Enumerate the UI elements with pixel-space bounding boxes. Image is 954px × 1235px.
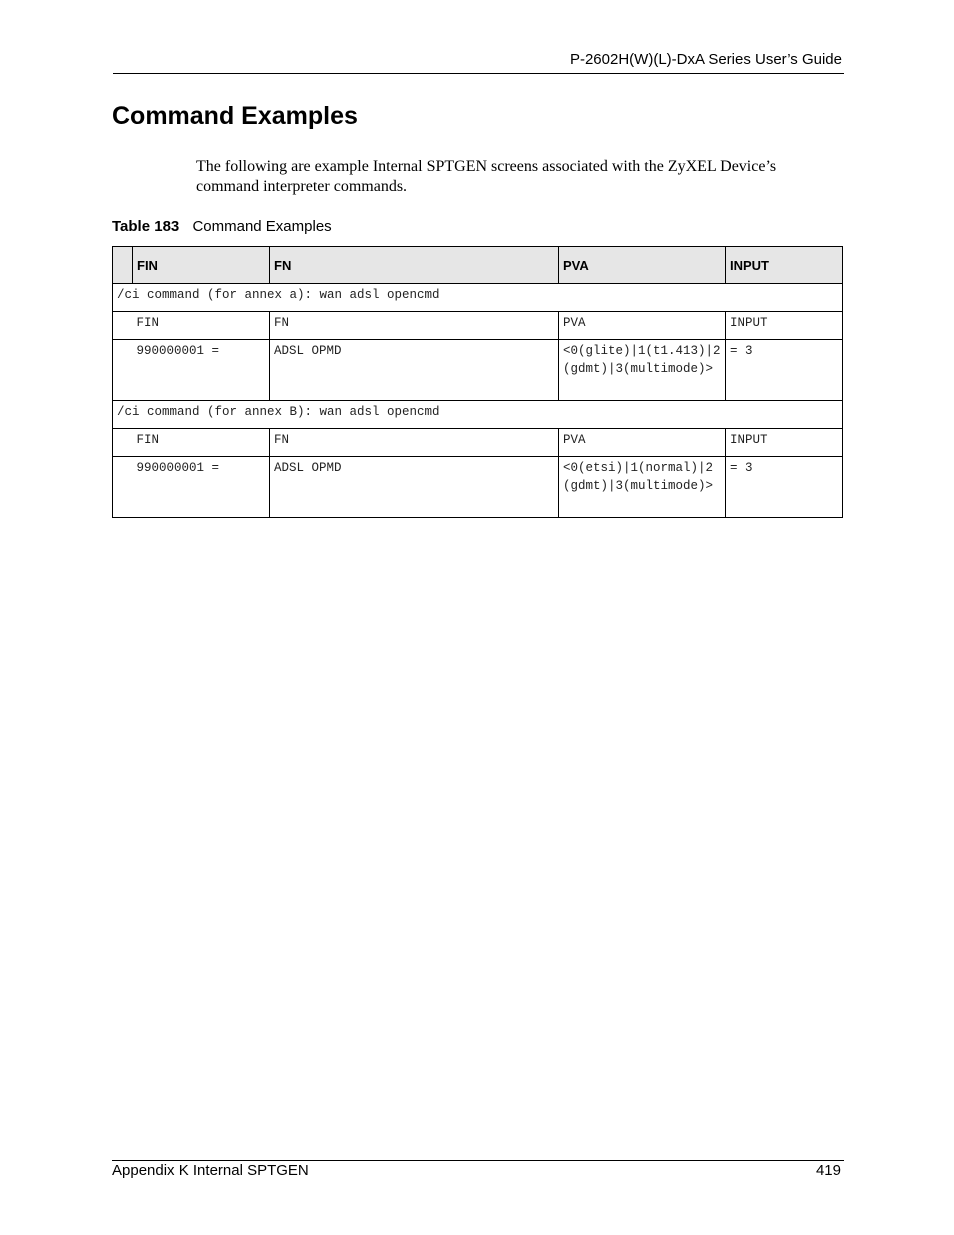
sub-header-input: INPUT (726, 429, 843, 457)
command-row (113, 284, 843, 312)
sub-header-pva: PVA (559, 429, 726, 457)
column-header-fn: FN (270, 247, 559, 284)
sub-header-pva: PVA (559, 312, 726, 340)
column-header-fin: FIN (133, 247, 270, 284)
cell-input: = 3 (726, 457, 843, 518)
table-caption (112, 218, 332, 235)
table-caption-title: Command Examples (192, 218, 332, 235)
sub-header-gutter (113, 429, 133, 457)
intro-paragraph: The following are example Internal SPTGEN screens associated with the ZyXEL Device’s command interpreter commands. (196, 158, 777, 195)
header-rule (113, 73, 844, 74)
cell-pva: <0(glite)|1(t1.413)|2(gdmt)|3(multimode)> (559, 340, 726, 401)
sub-header-row (113, 312, 843, 340)
command-examples-table (112, 246, 843, 518)
cell-input: = 3 (726, 340, 843, 401)
page-number: 419 (815, 1162, 841, 1179)
row-gutter (113, 340, 133, 401)
sub-header-fn: FN (270, 429, 559, 457)
table-row (113, 340, 843, 401)
sub-header-fin: FIN (133, 429, 270, 457)
column-header-pva: PVA (559, 247, 726, 284)
cell-pva: <0(etsi)|1(normal)|2(gdmt)|3(multimode)> (559, 457, 726, 518)
cell-fin: 990000001 = (133, 457, 270, 518)
command-row (113, 401, 843, 429)
table-caption-number: Table 183 (112, 218, 180, 235)
sub-header-fin: FIN (133, 312, 270, 340)
sub-header-input: INPUT (726, 312, 843, 340)
cell-fn: ADSL OPMD (270, 457, 559, 518)
table-header-row (113, 247, 843, 284)
column-header-input: INPUT (726, 247, 843, 284)
sub-header-fn: FN (270, 312, 559, 340)
header-gutter-cell (113, 247, 133, 284)
cell-fin: 990000001 = (133, 340, 270, 401)
sub-header-row (113, 429, 843, 457)
command-line: /ci command (for annex a): wan adsl opencmd (113, 284, 843, 312)
command-line: /ci command (for annex B): wan adsl opencmd (113, 401, 843, 429)
footer-rule (112, 1160, 844, 1161)
footer-section: Appendix K Internal SPTGEN (112, 1162, 309, 1179)
cell-fn: ADSL OPMD (270, 340, 559, 401)
running-header: P-2602H(W)(L)-DxA Series User’s Guide (569, 51, 842, 68)
row-gutter (113, 457, 133, 518)
sub-header-gutter (113, 312, 133, 340)
page-title: Command Examples (112, 102, 358, 130)
table-row (113, 457, 843, 518)
